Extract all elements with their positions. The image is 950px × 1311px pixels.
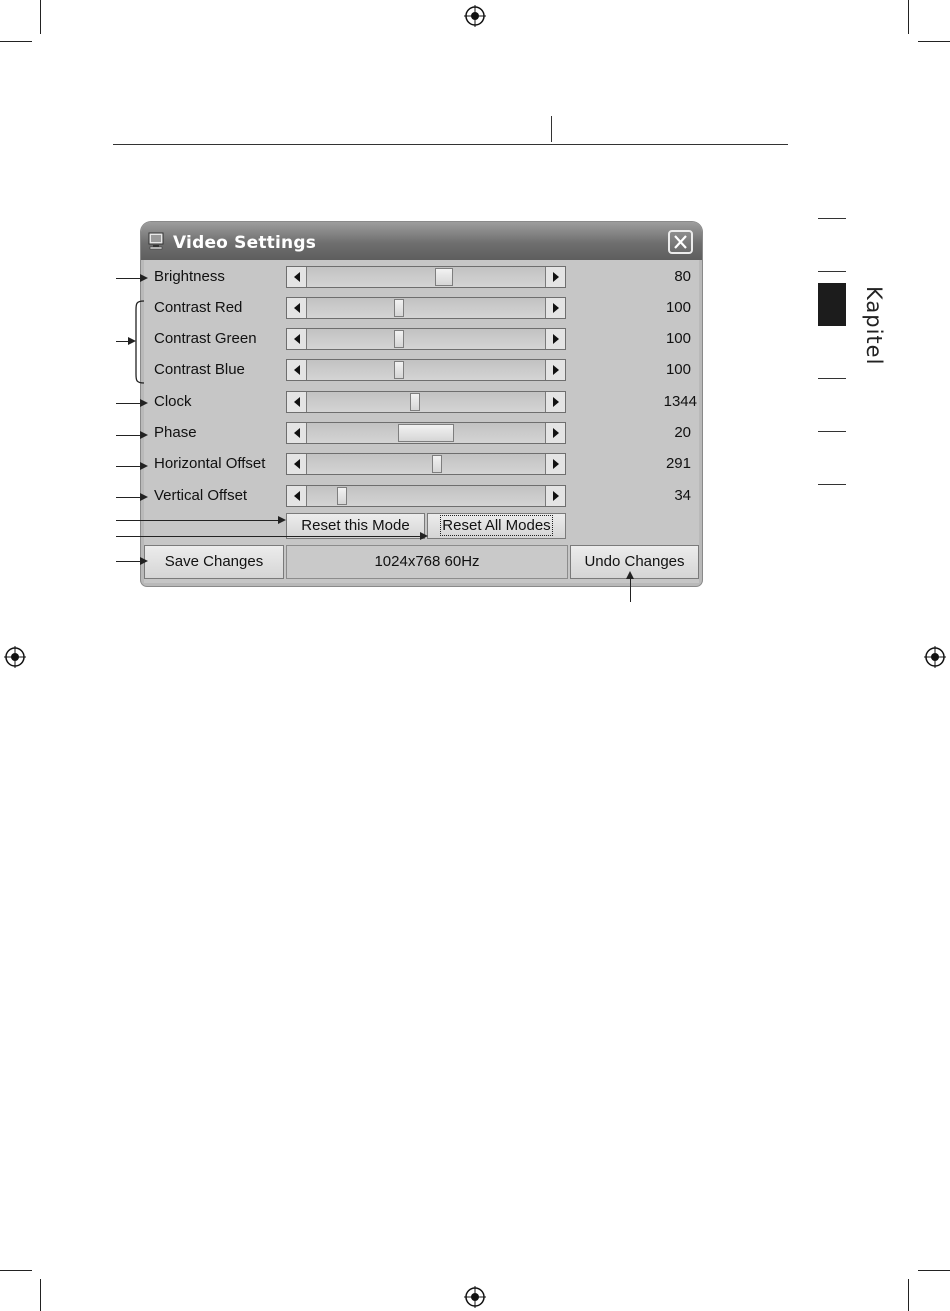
chapter-tab-line xyxy=(818,431,846,432)
callout-line xyxy=(116,520,280,521)
increment-button[interactable] xyxy=(545,392,565,412)
callout-line xyxy=(630,578,631,602)
setting-value: 100 xyxy=(665,330,691,347)
arrow-left-icon xyxy=(293,334,301,344)
setting-label: Contrast Red xyxy=(154,299,243,316)
setting-label: Clock xyxy=(154,393,192,410)
chapter-tab-line xyxy=(818,218,846,219)
callout-line xyxy=(116,536,422,537)
arrow-right-icon xyxy=(552,334,560,344)
setting-label: Contrast Green xyxy=(154,330,257,347)
setting-label: Brightness xyxy=(154,268,225,285)
setting-value: 100 xyxy=(665,361,691,378)
decrement-button[interactable] xyxy=(287,267,307,287)
window-title: Video Settings xyxy=(173,233,317,253)
slider-track[interactable] xyxy=(307,392,545,412)
crop-mark xyxy=(918,41,950,42)
arrow-left-icon xyxy=(293,428,301,438)
video-settings-icon xyxy=(147,231,167,251)
chapter-tab-active xyxy=(818,283,846,326)
arrow-right-icon xyxy=(552,272,560,282)
undo-changes-label: Undo Changes xyxy=(584,553,685,570)
callout-arrowhead xyxy=(278,516,286,524)
setting-value: 291 xyxy=(665,455,691,472)
decrement-button[interactable] xyxy=(287,329,307,349)
slider-thumb[interactable] xyxy=(394,299,404,317)
crop-mark xyxy=(918,1270,950,1271)
decrement-button[interactable] xyxy=(287,454,307,474)
reset-all-modes-label: Reset All Modes xyxy=(442,517,551,534)
reset-all-modes-button[interactable] xyxy=(427,513,566,539)
setting-label: Horizontal Offset xyxy=(154,455,266,472)
setting-label: Phase xyxy=(154,424,197,441)
slider-track[interactable] xyxy=(307,267,545,287)
increment-button[interactable] xyxy=(545,267,565,287)
decrement-button[interactable] xyxy=(287,360,307,380)
save-changes-label: Save Changes xyxy=(164,553,264,570)
slider-thumb[interactable] xyxy=(394,330,404,348)
arrow-left-icon xyxy=(293,397,301,407)
decrement-button[interactable] xyxy=(287,392,307,412)
slider-thumb[interactable] xyxy=(432,455,442,473)
increment-button[interactable] xyxy=(545,454,565,474)
arrow-left-icon xyxy=(293,491,301,501)
increment-button[interactable] xyxy=(545,360,565,380)
arrow-left-icon xyxy=(293,459,301,469)
undo-changes-button[interactable] xyxy=(570,545,699,579)
setting-value: 34 xyxy=(674,487,691,504)
increment-button[interactable] xyxy=(545,329,565,349)
registration-mark-icon xyxy=(464,1286,486,1308)
increment-button[interactable] xyxy=(545,298,565,318)
callout-arrowhead xyxy=(420,532,428,540)
resolution-text: 1024x768 60Hz xyxy=(374,553,480,570)
increment-button[interactable] xyxy=(545,486,565,506)
save-changes-button[interactable] xyxy=(144,545,284,579)
setting-slider[interactable] xyxy=(286,328,566,350)
arrow-right-icon xyxy=(552,459,560,469)
setting-slider[interactable] xyxy=(286,297,566,319)
callout-arrowhead xyxy=(626,571,634,579)
crop-mark xyxy=(908,0,909,34)
setting-value: 100 xyxy=(665,299,691,316)
arrow-right-icon xyxy=(552,397,560,407)
setting-value: 1344 xyxy=(663,393,697,410)
chapter-tab-line xyxy=(818,378,846,379)
slider-track[interactable] xyxy=(307,454,545,474)
callout-arrowhead xyxy=(140,462,148,470)
arrow-left-icon xyxy=(293,272,301,282)
header-divider xyxy=(551,116,552,142)
header-rule xyxy=(113,144,788,145)
setting-label: Vertical Offset xyxy=(154,487,248,504)
crop-mark xyxy=(0,1270,32,1271)
registration-mark-icon xyxy=(464,5,486,27)
callout-arrowhead xyxy=(140,274,148,282)
setting-value: 20 xyxy=(674,424,691,441)
slider-thumb[interactable] xyxy=(398,424,454,442)
setting-label: Contrast Blue xyxy=(154,361,245,378)
arrow-left-icon xyxy=(293,303,301,313)
close-button[interactable] xyxy=(668,230,693,254)
title-bar[interactable] xyxy=(141,222,702,260)
slider-thumb[interactable] xyxy=(410,393,420,411)
setting-slider[interactable] xyxy=(286,485,566,507)
decrement-button[interactable] xyxy=(287,423,307,443)
crop-mark xyxy=(908,1279,909,1311)
callout-arrowhead xyxy=(140,431,148,439)
setting-value: 80 xyxy=(674,268,691,285)
slider-track[interactable] xyxy=(307,360,545,380)
slider-track[interactable] xyxy=(307,298,545,318)
callout-arrowhead xyxy=(140,399,148,407)
registration-mark-icon xyxy=(4,646,26,668)
chapter-tab-line xyxy=(818,271,846,272)
close-icon xyxy=(673,235,688,249)
crop-mark xyxy=(0,41,32,42)
callout-arrowhead xyxy=(140,557,148,565)
arrow-right-icon xyxy=(552,428,560,438)
chapter-label: Kapitel xyxy=(862,286,886,366)
slider-thumb[interactable] xyxy=(435,268,453,286)
arrow-right-icon xyxy=(552,365,560,375)
slider-thumb[interactable] xyxy=(337,487,347,505)
setting-slider[interactable] xyxy=(286,359,566,381)
slider-track[interactable] xyxy=(307,329,545,349)
crop-mark xyxy=(40,0,41,34)
slider-thumb[interactable] xyxy=(394,361,404,379)
setting-slider[interactable] xyxy=(286,266,566,288)
decrement-button[interactable] xyxy=(287,298,307,318)
setting-slider[interactable] xyxy=(286,453,566,475)
crop-mark xyxy=(40,1279,41,1311)
arrow-right-icon xyxy=(552,303,560,313)
chapter-tab-line xyxy=(818,484,846,485)
decrement-button[interactable] xyxy=(287,486,307,506)
setting-slider[interactable] xyxy=(286,391,566,413)
callout-arrowhead xyxy=(128,337,136,345)
callout-arrowhead xyxy=(140,493,148,501)
setting-slider[interactable] xyxy=(286,422,566,444)
arrow-right-icon xyxy=(552,491,560,501)
increment-button[interactable] xyxy=(545,423,565,443)
resolution-status xyxy=(286,545,568,579)
reset-this-mode-label: Reset this Mode xyxy=(301,517,410,534)
arrow-left-icon xyxy=(293,365,301,375)
registration-mark-icon xyxy=(924,646,946,668)
